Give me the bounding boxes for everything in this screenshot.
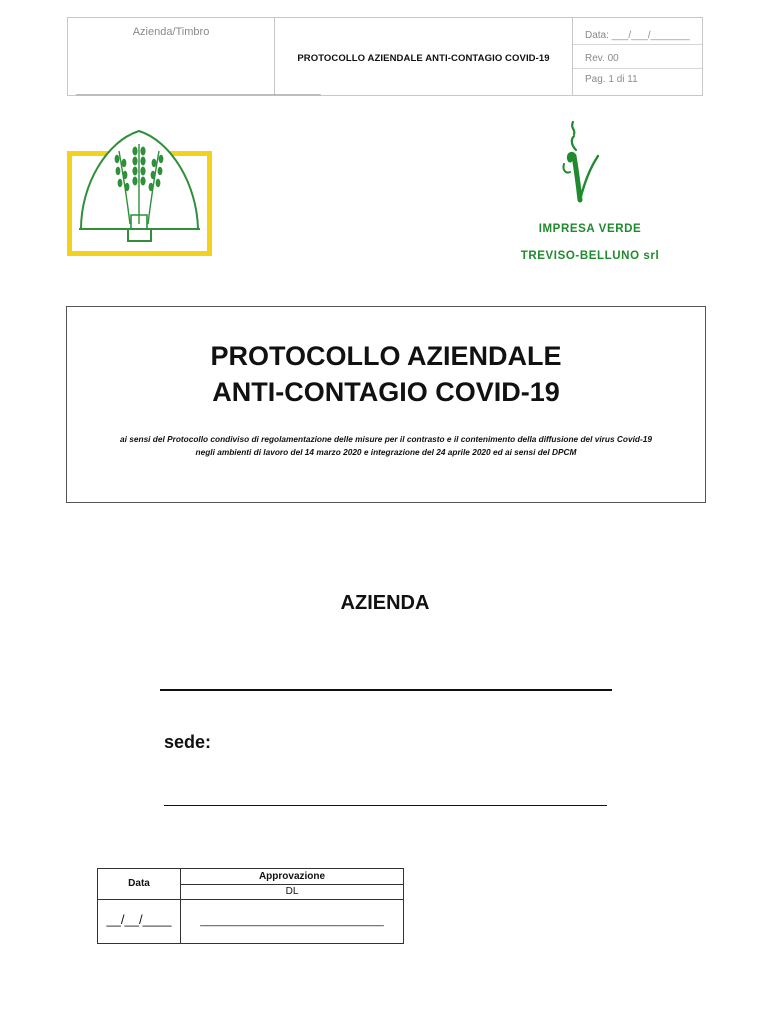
header-divider xyxy=(573,68,702,69)
document-header xyxy=(67,17,703,96)
header-page: Pag. 1 di 11 xyxy=(585,74,638,85)
dl-signature-line: ______________________________ xyxy=(200,915,384,927)
stamp-label: Azienda/Timbro xyxy=(132,26,210,38)
company-subname: TREVISO-BELLUNO srl xyxy=(520,250,660,262)
header-divider xyxy=(573,44,702,45)
header-date: Data: ___/___/_______ xyxy=(585,30,690,41)
header-revision: Rev. 00 xyxy=(585,53,619,64)
azienda-heading: AZIENDA xyxy=(340,592,430,614)
subtitle-line2: negli ambienti di lavoro del 14 marzo 2020 e integrazione del 24 aprile 2020 ed ai sensi del DPCM xyxy=(195,447,577,457)
main-title-line1: PROTOCOLLO AZIENDALE xyxy=(210,341,562,371)
header-meta-cell xyxy=(573,18,702,95)
table-divider xyxy=(98,899,403,900)
approval-date: __/__/____ xyxy=(106,912,172,927)
header-doc-title: PROTOCOLLO AZIENDALE ANTI-CONTAGIO COVID-19 xyxy=(297,53,550,64)
stamp-cell xyxy=(68,18,321,96)
data-column-header: Data xyxy=(128,878,150,889)
header-title-cell xyxy=(275,18,573,95)
green-v-sprout-logo-icon xyxy=(558,120,600,204)
company-name: IMPRESA VERDE xyxy=(538,223,642,235)
table-divider xyxy=(180,884,403,885)
dl-label: DL xyxy=(285,886,299,897)
approval-table xyxy=(97,868,404,944)
title-box xyxy=(66,306,706,503)
stamp-line: ________________________________________ xyxy=(76,84,321,96)
azienda-name-line xyxy=(160,689,612,691)
main-title-line2: ANTI-CONTAGIO COVID-19 xyxy=(212,377,560,407)
approval-column-header: Approvazione xyxy=(258,871,326,882)
sede-label: sede: xyxy=(164,732,212,752)
wheat-shield-emblem-icon xyxy=(67,129,212,256)
sede-address-line xyxy=(164,805,607,806)
subtitle-line1: ai sensi del Protocollo condiviso di regolamentazione delle misure per il contrasto e il contenimento della diffusione del virus Covid-19 xyxy=(120,434,652,444)
